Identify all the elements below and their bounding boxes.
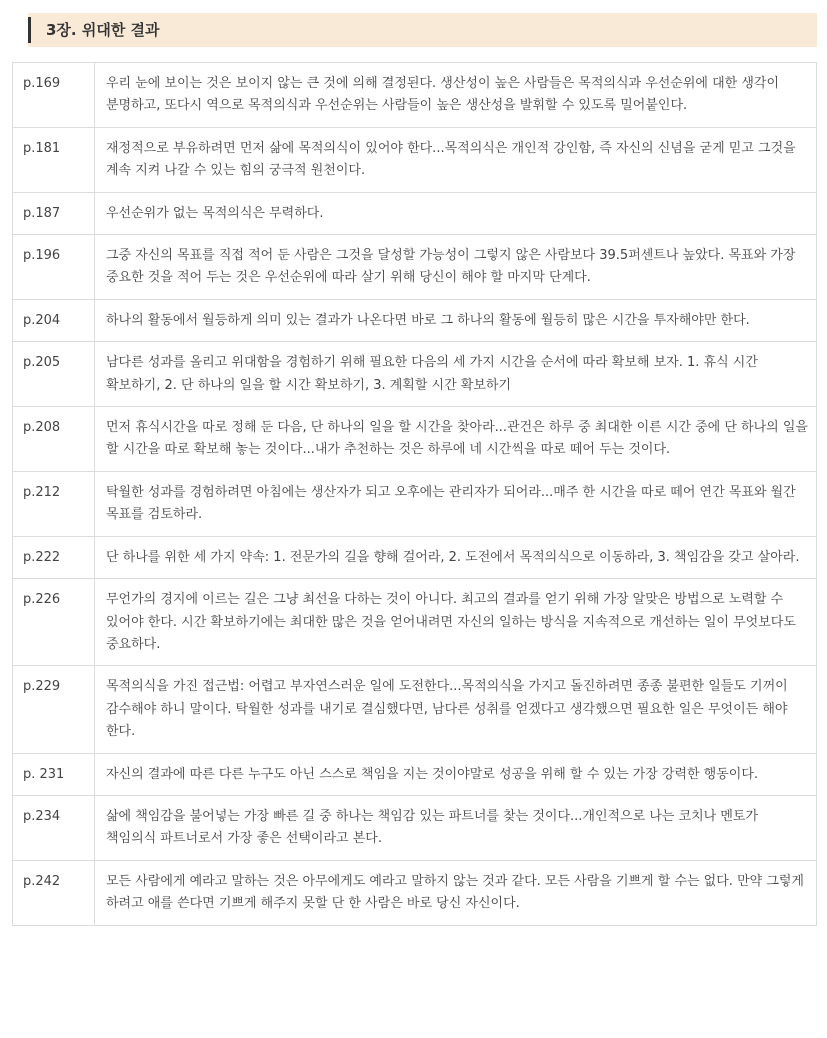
- table-row: [13, 860, 817, 925]
- page-number: p.169: [13, 63, 95, 128]
- page-number: p.208: [13, 407, 95, 472]
- page-number: p.226: [13, 579, 95, 666]
- quote-text: 그중 자신의 목표를 직접 적어 둔 사람은 그것을 달성할 가능성이 그렇지 않은 사람보다 39.5퍼센트나 높았다. 목표와 가장 중요한 것을 적어 두는 것은 우선순위에 따라 살기 위해 당신이 해야 할 마지막 단계다.: [95, 235, 817, 300]
- quote-table: [12, 62, 817, 926]
- quote-text: 재정적으로 부유하려면 먼저 삶에 목적의식이 있어야 한다...목적의식은 개인적 강인함, 즉 자신의 신념을 굳게 믿고 그것을 계속 지켜 나갈 수 있는 힘의 궁극적 원천이다.: [95, 127, 817, 192]
- table-row: [13, 471, 817, 536]
- table-row: [13, 753, 817, 795]
- page-number: p.234: [13, 795, 95, 860]
- quote-text: 우선순위가 없는 목적의식은 무력하다.: [95, 192, 817, 234]
- quote-text: 남다른 성과를 올리고 위대함을 경험하기 위해 필요한 다음의 세 가지 시간을 순서에 따라 확보해 보자. 1. 휴식 시간 확보하기, 2. 단 하나의 일을 할 시간 확보하기, 3. 계획할 시간 확보하기: [95, 342, 817, 407]
- page-number: p.181: [13, 127, 95, 192]
- quote-text: 자신의 결과에 따른 다른 누구도 아닌 스스로 책임을 지는 것이야말로 성공을 위해 할 수 있는 가장 강력한 행동이다.: [95, 753, 817, 795]
- table-row: [13, 235, 817, 300]
- page-number: p.205: [13, 342, 95, 407]
- table-row: [13, 299, 817, 341]
- page-number: p. 231: [13, 753, 95, 795]
- page-number: p.187: [13, 192, 95, 234]
- page-number: p.229: [13, 666, 95, 753]
- page-number: p.204: [13, 299, 95, 341]
- page-number: p.196: [13, 235, 95, 300]
- page-number: p.242: [13, 860, 95, 925]
- chapter-title: 3장. 위대한 결과: [46, 21, 160, 39]
- quote-text: 우리 눈에 보이는 것은 보이지 않는 큰 것에 의해 결정된다. 생산성이 높은 사람들은 목적의식과 우선순위에 대한 생각이 분명하고, 또다시 역으로 목적의식과 우선순위는 사람들이 높은 생산성을 발휘할 수 있도록 밀어붙인다.: [95, 63, 817, 128]
- quote-text: 모든 사람에게 예라고 말하는 것은 아무에게도 예라고 말하지 않는 것과 같다. 모든 사람을 기쁘게 할 수는 없다. 만약 그렇게 하려고 애를 쓴다면 기쁘게 해주지 못할 단 한 사람은 바로 당신 자신이다.: [95, 860, 817, 925]
- table-row: [13, 579, 817, 666]
- table-row: [13, 407, 817, 472]
- table-row: [13, 192, 817, 234]
- table-row: [13, 342, 817, 407]
- page-number: p.212: [13, 471, 95, 536]
- table-row: [13, 666, 817, 753]
- quote-text: 무언가의 경지에 이르는 길은 그냥 최선을 다하는 것이 아니다. 최고의 결과를 얻기 위해 가장 알맞은 방법으로 노력할 수 있어야 한다. 시간 확보하기에는 최대한 많은 것을 얻어내려면 자신의 일하는 방식을 지속적으로 개선하는 일이 무엇보다도 중요하다.: [95, 579, 817, 666]
- quote-text: 먼저 휴식시간을 따로 정해 둔 다음, 단 하나의 일을 할 시간을 찾아라...관건은 하루 중 최대한 이른 시간 중에 단 하나의 일을 할 시간을 따로 확보해 놓는 것이다...내가 추천하는 것은 하루에 네 시간씩을 따로 떼어 두는 것이다.: [95, 407, 817, 472]
- table-row: [13, 127, 817, 192]
- table-row: [13, 63, 817, 128]
- quote-text: 삶에 책임감을 불어넣는 가장 빠른 길 중 하나는 책임감 있는 파트너를 찾는 것이다...개인적으로 나는 코치나 멘토가 책임의식 파트너로서 가장 좋은 선택이라고 본다.: [95, 795, 817, 860]
- quote-text: 단 하나를 위한 세 가지 약속: 1. 전문가의 길을 향해 걸어라, 2. 도전에서 목적의식으로 이동하라, 3. 책임감을 갖고 살아라.: [95, 536, 817, 578]
- chapter-heading: [28, 13, 817, 47]
- quote-text: 목적의식을 가진 접근법: 어렵고 부자연스러운 일에 도전한다...목적의식을 가지고 돌진하려면 종종 불편한 일들도 기꺼이 감수해야 하니 말이다. 탁월한 성과를 내기로 결심했다면, 남다른 성취를 얻겠다고 생각했으면 필요한 일은 무엇이든 해야 한다.: [95, 666, 817, 753]
- quote-text: 하나의 활동에서 월등하게 의미 있는 결과가 나온다면 바로 그 하나의 활동에 월등히 많은 시간을 투자해야만 한다.: [95, 299, 817, 341]
- page-number: p.222: [13, 536, 95, 578]
- table-row: [13, 795, 817, 860]
- table-row: [13, 536, 817, 578]
- heading-accent-bar: [28, 17, 31, 43]
- quote-text: 탁월한 성과를 경험하려면 아침에는 생산자가 되고 오후에는 관리자가 되어라...매주 한 시간을 따로 떼어 연간 목표와 월간 목표를 검토하라.: [95, 471, 817, 536]
